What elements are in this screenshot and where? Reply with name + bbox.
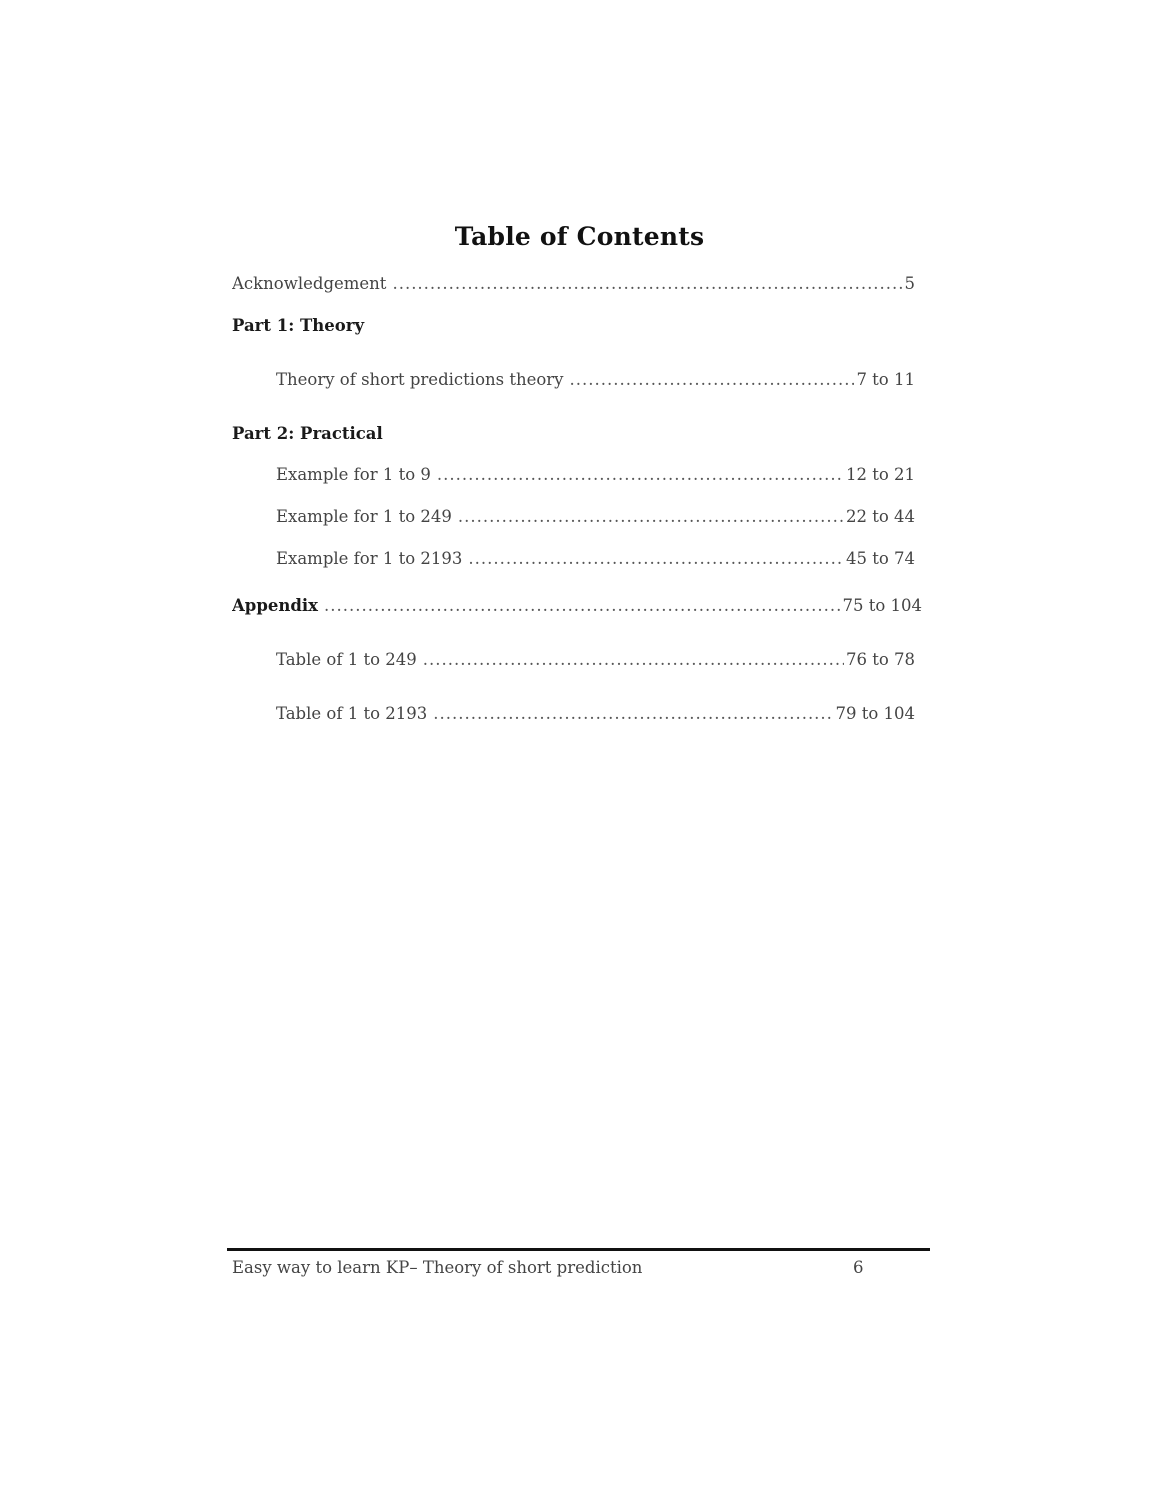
toc-entry-example-1-to-2193[interactable]: [276, 549, 915, 568]
page-title: Table of Contents: [454, 222, 705, 251]
toc-entry-label: Acknowledgement: [232, 274, 387, 293]
toc-entry-table-1-to-249[interactable]: [276, 650, 915, 669]
toc-entry-example-1-to-249[interactable]: [276, 507, 915, 526]
toc-entry-page: 76 to 78: [845, 650, 915, 669]
toc-entry-page: 12 to 21: [845, 465, 915, 484]
footer-book-title: Easy way to learn KP– Theory of short prediction: [232, 1258, 643, 1277]
toc-entry-table-1-to-2193[interactable]: [276, 704, 915, 723]
footer-divider: [227, 1248, 930, 1251]
toc-entry-page: 5: [904, 274, 915, 293]
toc-entry-page: 75 to 104: [842, 596, 922, 615]
toc-entry-label: Example for 1 to 9: [276, 465, 431, 484]
toc-entry-label: Example for 1 to 2193: [276, 549, 463, 568]
dot-leader: [433, 704, 833, 723]
toc-entry-page: 79 to 104: [835, 704, 915, 723]
toc-entry-acknowledgement[interactable]: [232, 274, 915, 293]
dot-leader: [324, 596, 840, 615]
dot-leader: [423, 650, 844, 669]
part-2-heading: Part 2: Practical: [232, 424, 383, 443]
dot-leader: [392, 274, 902, 293]
dot-leader: [458, 507, 844, 526]
toc-entry-page: 7 to 11: [856, 370, 915, 389]
toc-entry-label: Theory of short predictions theory: [276, 370, 564, 389]
toc-entry-label: Appendix: [232, 596, 319, 615]
footer-page-number: 6: [853, 1258, 864, 1277]
toc-entry-page: 45 to 74: [845, 549, 915, 568]
toc-entry-appendix[interactable]: [232, 596, 922, 615]
dot-leader: [437, 465, 844, 484]
dot-leader: [468, 549, 844, 568]
dot-leader: [570, 370, 855, 389]
toc-entry-label: Table of 1 to 249: [276, 650, 417, 669]
toc-entry-page: 22 to 44: [845, 507, 915, 526]
toc-entry-example-1-to-9[interactable]: [276, 465, 915, 484]
part-1-heading: Part 1: Theory: [232, 316, 365, 335]
toc-entry-label: Example for 1 to 249: [276, 507, 452, 526]
toc-entry-label: Table of 1 to 2193: [276, 704, 428, 723]
toc-entry-theory[interactable]: [276, 370, 915, 389]
